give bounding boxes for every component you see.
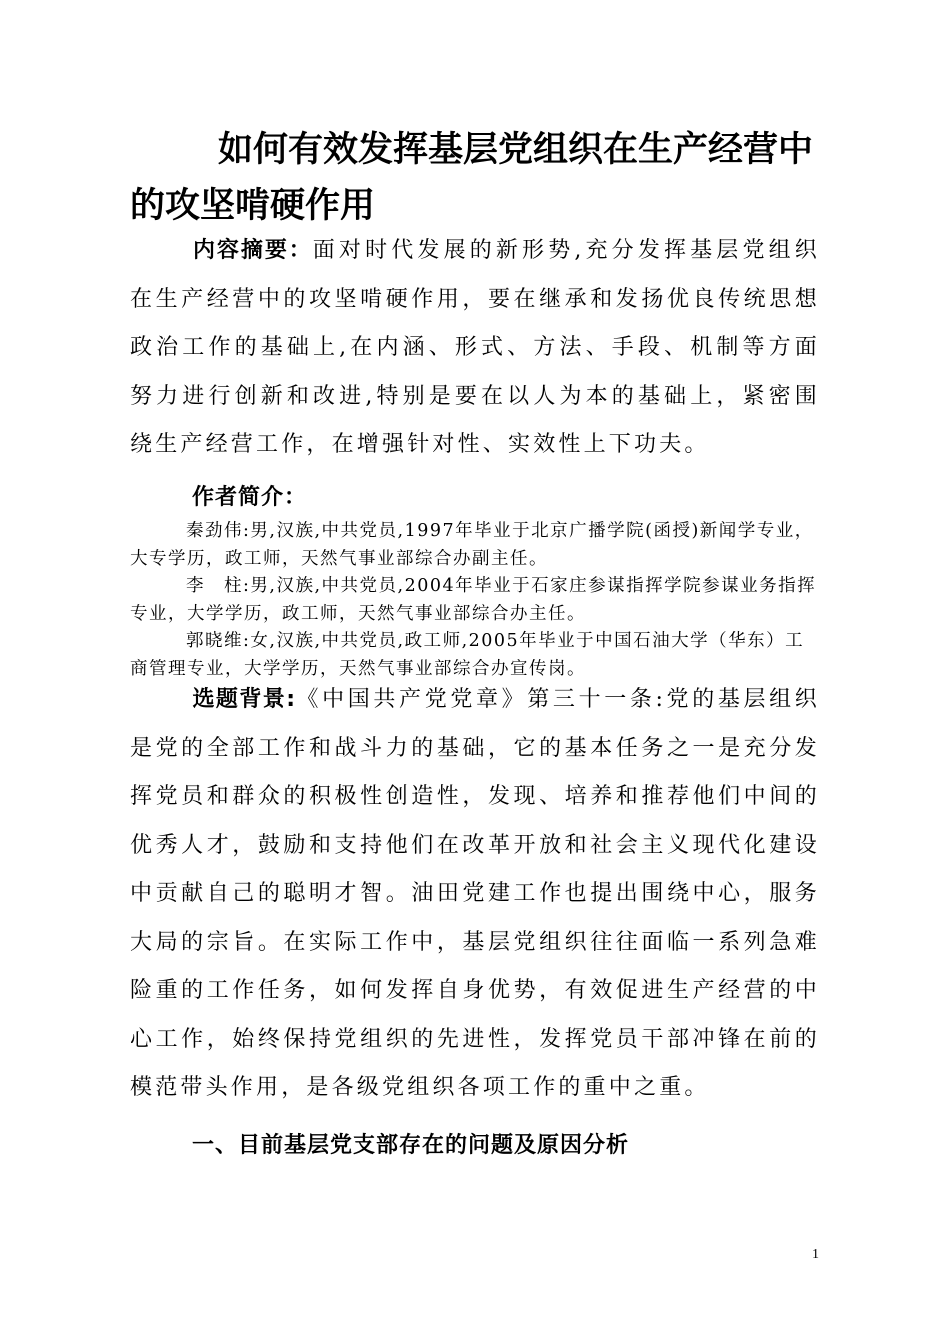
author-bio-3-text: 郭晓维:女,汉族,中共党员,政工师,2005年毕业于中国石油大学（华东）工商管理专业，大学学历，天然气事业部综合办宣传岗。 — [130, 631, 805, 679]
background-paragraph — [130, 676, 820, 1113]
authors-heading: 作者简介： — [192, 485, 308, 510]
title-line-2: 的攻坚啃硬作用 — [130, 185, 376, 226]
author-bio-1 — [130, 518, 822, 573]
section-heading: 一、目前基层党支部存在的问题及原因分析 — [192, 1133, 630, 1158]
background-label: 选题背景: — [192, 687, 297, 712]
author-bio-1-text: 秦劲伟:男,汉族,中共党员,1997年毕业于北京广播学院(函授)新闻学专业，大专学历，政工师，天然气事业部综合办副主任。 — [130, 521, 814, 569]
background-text: 《中国共产党党章》第三十一条:党的基层组织是党的全部工作和战斗力的基础，它的基本任务之一是充分发挥党员和群众的积极性创造性，发现、培养和推荐他们中间的优秀人才，鼓励和支持他们在改革开放和社会主义现代化建设中贡献自己的聪明才智。油田党建工作也提出围绕中心，服务大局的宗旨。在实际工作中，基层党组织往往面临一系列急难险重的工作任务，如何发挥自身优势，有效促进生产经营的中心工作，始终保持党组织的先进性，发挥党员干部冲锋在前的模范带头作用，是各级党组织各项工作的重中之重。 — [130, 687, 820, 1100]
abstract-label: 内容摘要： — [192, 238, 313, 263]
abstract-text: 面对时代发展的新形势,充分发挥基层党组织在生产经营中的攻坚啃硬作用，要在继承和发扬优良传统思想政治工作的基础上,在内涵、形式、方法、手段、机制等方面努力进行创新和改进,特别是要在以人为本的基础上，紧密围绕生产经营工作，在增强针对性、实效性上下功夫。 — [130, 238, 820, 457]
abstract-paragraph — [130, 227, 820, 470]
author-bio-2 — [130, 573, 822, 628]
author-bio-2-text: 李 柱:男,汉族,中共党员,2004年毕业于石家庄参谋指挥学院参谋业务指挥专业，大学学历，政工师，天然气事业部综合办主任。 — [130, 576, 817, 624]
page-number: 1 — [812, 1247, 819, 1262]
document-title — [130, 122, 830, 234]
title-line-1: 如何有效发挥基层党组织在生产经营中 — [218, 129, 814, 170]
author-bio-3 — [130, 628, 822, 683]
